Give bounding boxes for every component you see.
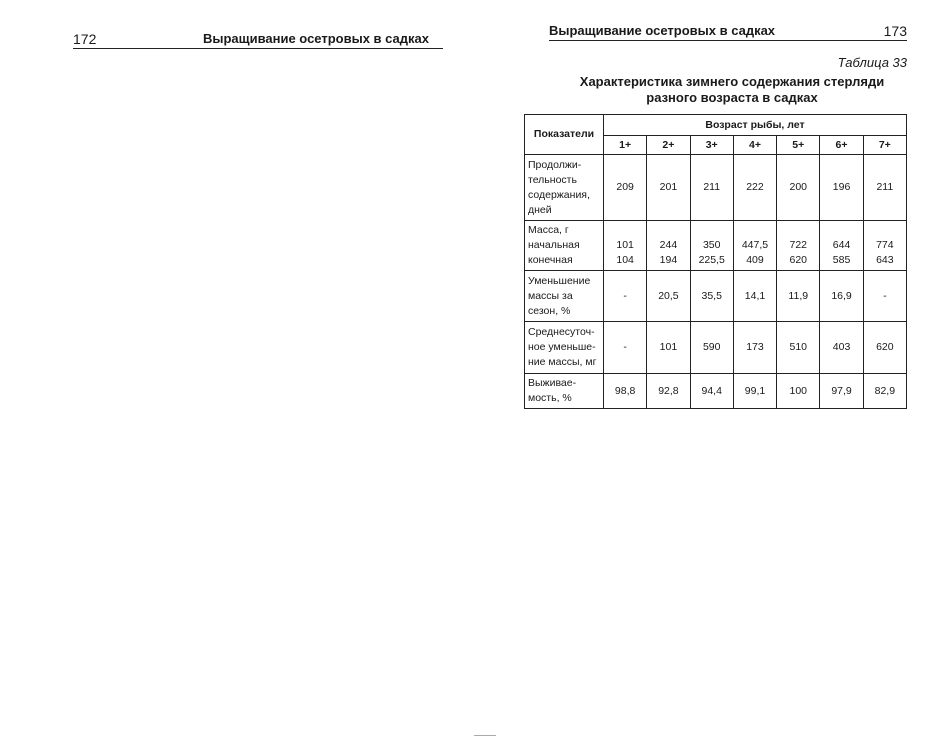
table-cell: 350 225,5 (690, 221, 733, 271)
table-cell: - (863, 271, 906, 322)
table-row (525, 155, 907, 221)
table-cell: 200 (777, 155, 820, 221)
row-label-survival: Выживае- мость, % (525, 374, 604, 409)
table-cell: 620 (863, 322, 906, 374)
table-row (525, 374, 907, 409)
table-cell: 244 194 (647, 221, 690, 271)
page-gutter-mark (474, 735, 496, 736)
left-page-header (73, 30, 443, 49)
indicator-header: Показатели (525, 115, 604, 155)
table-cell: 196 (820, 155, 863, 221)
age-col-header: 3+ (690, 136, 733, 155)
row-label-duration: Продолжи- тельность содержания, дней (525, 155, 604, 221)
left-page-number: 172 (73, 31, 97, 47)
table-cell: 510 (777, 322, 820, 374)
table-row (525, 322, 907, 374)
age-header: Возраст рыбы, лет (604, 115, 907, 136)
table-cell: 209 (604, 155, 647, 221)
table-cell: 98,8 (604, 374, 647, 409)
table-cell: 173 (733, 322, 776, 374)
age-col-header: 2+ (647, 136, 690, 155)
table-cell: - (604, 271, 647, 322)
table-cell: 101 (647, 322, 690, 374)
table-header-row-1 (525, 115, 907, 136)
table-cell: 14,1 (733, 271, 776, 322)
table-cell: 11,9 (777, 271, 820, 322)
table-cell: 590 (690, 322, 733, 374)
right-page (467, 0, 935, 740)
age-col-header: 6+ (820, 136, 863, 155)
table-title (527, 74, 935, 106)
table-cell: 101 104 (604, 221, 647, 271)
table-cell: 774 643 (863, 221, 906, 271)
table-cell: 100 (777, 374, 820, 409)
age-col-header: 1+ (604, 136, 647, 155)
row-label-mass-decrease: Уменьшение массы за сезон, % (525, 271, 604, 322)
row-label-daily-decrease: Среднесуточ- ное уменьше- ние массы, мг (525, 322, 604, 374)
table-cell: 94,4 (690, 374, 733, 409)
table-title-line-1: Характеристика зимнего содержания стерляди (579, 74, 885, 89)
table-cell: 99,1 (733, 374, 776, 409)
row-label-mass: Масса, г начальная конечная (525, 221, 604, 271)
age-col-header: 4+ (733, 136, 776, 155)
table-title-line-2: разного возраста в садках (646, 90, 818, 105)
table-cell: 211 (863, 155, 906, 221)
right-running-head: Выращивание осетровых в садках (549, 23, 776, 38)
table-cell: 16,9 (820, 271, 863, 322)
table-cell: 211 (690, 155, 733, 221)
data-table (524, 114, 907, 409)
table-cell: 644 585 (820, 221, 863, 271)
table-row (525, 271, 907, 322)
table-row (525, 221, 907, 271)
age-col-header: 5+ (777, 136, 820, 155)
right-page-number: 173 (883, 23, 907, 39)
age-col-header: 7+ (863, 136, 906, 155)
table-cell: 447,5 409 (733, 221, 776, 271)
table-cell: 201 (647, 155, 690, 221)
table-cell: 35,5 (690, 271, 733, 322)
left-running-head: Выращивание осетровых в садках (202, 31, 429, 46)
right-page-header (549, 23, 907, 41)
table-cell: - (604, 322, 647, 374)
table-cell: 20,5 (647, 271, 690, 322)
table-cell: 92,8 (647, 374, 690, 409)
table-label: Таблица 33 (837, 55, 907, 70)
table-cell: 82,9 (863, 374, 906, 409)
table-cell: 222 (733, 155, 776, 221)
table-cell: 722 620 (777, 221, 820, 271)
table-cell: 97,9 (820, 374, 863, 409)
table-cell: 403 (820, 322, 863, 374)
left-page (0, 0, 467, 740)
